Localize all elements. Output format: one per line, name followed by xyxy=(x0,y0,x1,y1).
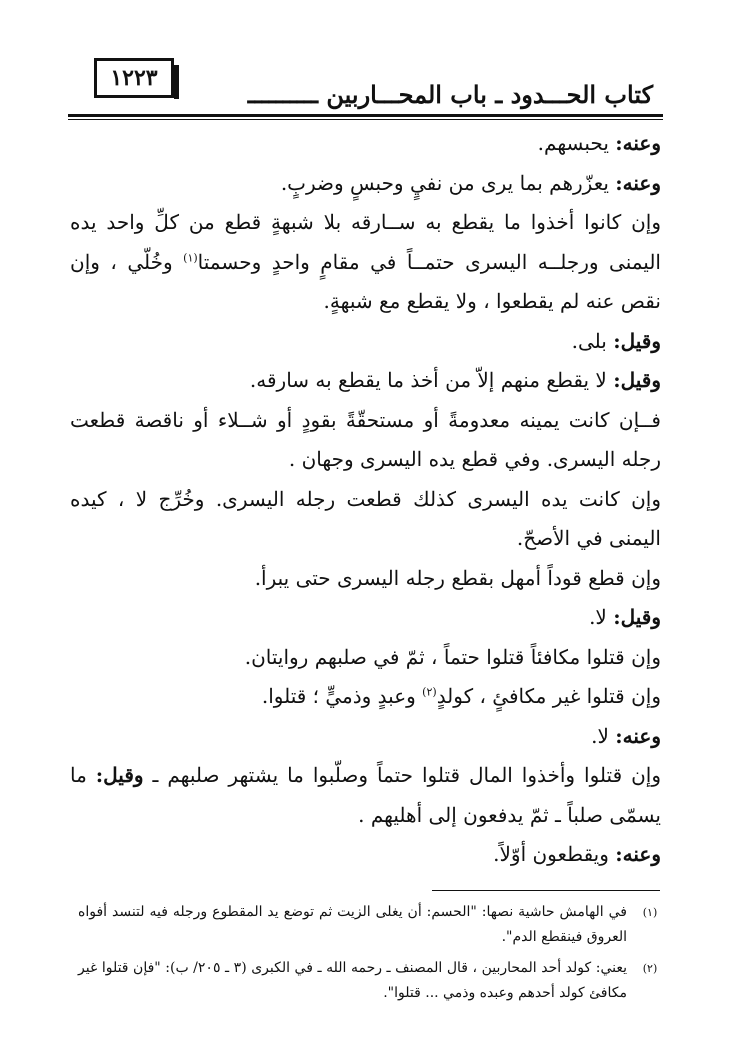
footnote xyxy=(78,900,663,950)
paragraph xyxy=(70,835,661,875)
paragraph-text: وإن قتلوا وأخذوا المال قتلوا حتماً وصلّبوا ما يشتهر صلبهم ـ xyxy=(143,763,661,787)
paragraph-text: فــإن كانت يمينه معدومةً أو مستحقّةً بقودٍ أو شــلاء أو ناقصة قطعت رجله اليسرى. وفي قطع يده اليسرى وجهان . xyxy=(70,407,661,471)
paragraph xyxy=(70,480,661,559)
paragraph-text: لا يقطع منهم إلاّ من أخذ ما يقطع به سارقه. xyxy=(249,368,614,392)
paragraph-text: وخُلّي ، وإن نقص عنه لم يقطعوا ، ولا يقطع مع شبهةٍ. xyxy=(70,249,661,313)
paragraph-text: وإن قتلوا غير مكافئٍ ، كولدٍ xyxy=(436,684,661,708)
page-number xyxy=(94,58,174,98)
paragraph-text: وإن كانوا أخذوا ما يقطع به ســارقه بلا شبهةٍ قطع من كلِّ واحد يده اليمنى ورجلــه اليسرى حتمــاً في مقامٍ واحدٍ وحسمتا xyxy=(70,210,661,274)
paragraph xyxy=(70,401,661,480)
paragraph xyxy=(70,598,661,638)
paragraph-text: يعزّرهم بما يرى من نفيٍ وحبسٍ وضربٍ. xyxy=(280,170,616,195)
paragraph-text: ما يسمّى صلباً ـ ثمّ يدفعون إلى أهليهم . xyxy=(70,763,661,827)
header-rule xyxy=(68,114,663,117)
paragraph-label: وعنه: xyxy=(615,170,661,195)
paragraph xyxy=(70,203,661,322)
paragraph-label: وعنه: xyxy=(615,723,661,748)
paragraph-text: وعبدٍ وذميٍّ ؛ قتلوا. xyxy=(261,684,423,708)
paragraph-text: وإن قطع قوداً أمهل بقطع رجله اليسرى حتى يبرأ. xyxy=(254,565,661,590)
paragraph-label: وقيل: xyxy=(95,763,144,787)
footnote-number: (٢) xyxy=(642,962,658,975)
paragraph xyxy=(70,559,661,599)
paragraph xyxy=(70,164,661,204)
footnote-ref: (٢) xyxy=(422,685,437,699)
running-title: كتاب الحـــدود ـ باب المحـــاربين ــــــــــ xyxy=(247,80,653,109)
paragraph-text: يحبسهم. xyxy=(537,131,616,155)
paragraph-text: لا. xyxy=(591,723,616,748)
footnotes xyxy=(78,900,663,1012)
paragraph xyxy=(70,638,661,678)
footnote-rule xyxy=(432,890,660,891)
paragraph-label: وقيل: xyxy=(613,368,661,392)
paragraph-text: وإن قتلوا مكافئاً قتلوا حتماً ، ثمّ في صلبهم روايتان. xyxy=(244,644,661,669)
footnote xyxy=(78,956,663,1006)
paragraph-text: لا. xyxy=(589,605,614,629)
footnote-ref: (١) xyxy=(183,250,198,264)
footnote-number: (١) xyxy=(642,906,658,919)
body-text xyxy=(70,124,661,875)
paragraph-text: وإن كانت يده اليسرى كذلك قطعت رجله اليسرى. وخُرِّج لا ، كيده اليمنى في الأصحّ. xyxy=(70,486,661,550)
paragraph-label: وقيل: xyxy=(613,605,661,629)
paragraph xyxy=(70,677,661,717)
paragraph-text: ويقطعون أوّلاً. xyxy=(493,842,616,866)
page-number-text: ١٢٢٣ xyxy=(110,65,158,91)
paragraph xyxy=(70,322,661,362)
paragraph-label: وعنه: xyxy=(615,131,661,155)
paragraph xyxy=(70,756,661,835)
footnote-text: يعني: كولد أحد المحاربين ، قال المصنف ـ رحمه الله ـ في الكبرى (٣ ـ ٢٠٥/ ب): "فإن قتلوا غير مكافئ كولد أحدهم وعبده وذمي ... قتلوا". xyxy=(78,960,627,1001)
paragraph-label: وقيل: xyxy=(613,328,661,353)
paragraph xyxy=(70,361,661,401)
footnote-text: في الهامش حاشية نصها: "الحسم: أن يغلى الزيت ثم توضع يد المقطوع ورجله فيه لتنسد أفواه العروق فينقطع الدم". xyxy=(78,904,627,945)
paragraph xyxy=(70,717,661,757)
paragraph-text: بلى. xyxy=(571,328,614,353)
paragraph-label: وعنه: xyxy=(615,842,661,866)
paragraph xyxy=(70,124,661,164)
